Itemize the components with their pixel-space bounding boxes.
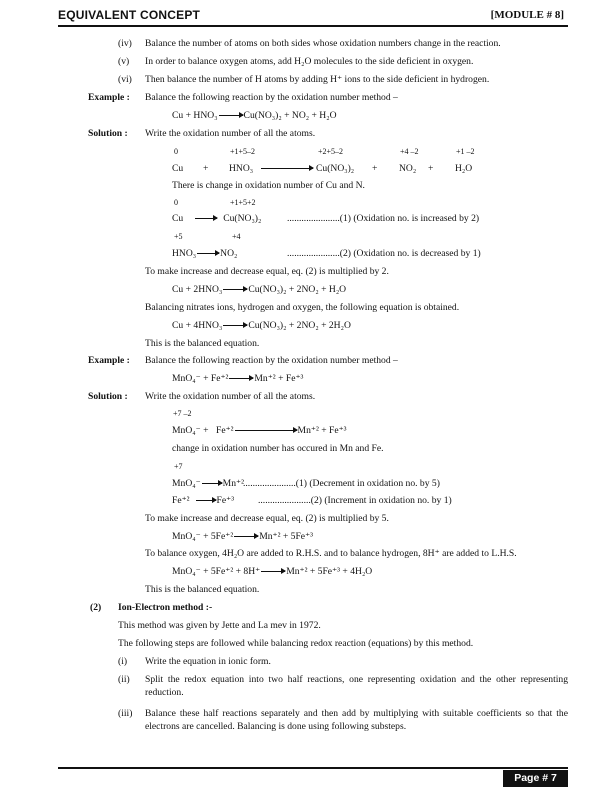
example-equation: MnO₄⁻ + Fe⁺² Mn⁺² + Fe⁺³ (172, 373, 304, 384)
solution-text: Balancing nitrates ions, hydrogen and oxygen, the following equation is obtained. (145, 302, 460, 313)
operator: + (372, 163, 378, 174)
equation: Cu + 4HNO₃ Cu(NO₃)₂ + 2NO₂ + 2H₂O (172, 320, 351, 331)
page-number: Page # 7 (503, 770, 568, 787)
half-reaction: Cu Cu(NO₃)₂ (172, 213, 262, 224)
solution-text: To balance oxygen, 4H₂O are added to R.H.S. and to balance hydrogen, 8H⁺ are added to L.H.S. (145, 548, 517, 559)
solution-label: Solution : (88, 391, 128, 402)
step-text: Balance the number of atoms on both sides whose oxidation numbers change in the reaction. (145, 38, 501, 49)
half-reaction-note: ......................(1) (Oxidation no. is increased by 2) (287, 213, 480, 224)
solution-text: To make increase and decrease equal, eq. (2) is multiplied by 2. (145, 266, 389, 277)
step-text: In order to balance oxygen atoms, add H₂O molecules to the side deficient in oxygen. (145, 56, 474, 67)
step-num: (vi) (118, 74, 132, 85)
species: H₂O (455, 163, 473, 174)
equation: MnO₄⁻ + 5Fe⁺² Mn⁺² + 5Fe⁺³ (172, 531, 314, 542)
oxidation-number: +1+5–2 (230, 147, 256, 156)
species: HNO₃ (229, 163, 254, 174)
species: NO₂ (399, 163, 417, 174)
species: MnO₄⁻ + (172, 425, 209, 436)
half-reaction-note: ......................(2) (Oxidation no. is decreased by 1) (287, 248, 481, 259)
body-text: This method was given by Jette and La mev in 1972. (118, 620, 321, 631)
oxidation-number: 0 (174, 147, 178, 156)
step-num: (i) (118, 656, 128, 667)
body-text: The following steps are followed while balancing redox reaction (equations) by this method. (118, 638, 474, 649)
footer-rule (58, 767, 568, 769)
solution-text: Write the oxidation number of all the atoms. (145, 391, 316, 402)
half-reaction-note: ......................(2) (Increment in oxidation no. by 1) (258, 495, 452, 506)
step-text: Split the redox equation into two half reactions, one representing oxidation and the other representing reduction. (145, 674, 568, 698)
step-num: (ii) (118, 674, 130, 685)
solution-text: This is the balanced equation. (145, 584, 260, 595)
oxidation-number: +1+5+2 (230, 198, 256, 207)
oxidation-number: +5 (174, 232, 183, 241)
header-rule (58, 25, 568, 27)
solution-text: There is change in oxidation number of Cu and N. (172, 180, 365, 191)
half-reaction: MnO₄⁻ Mn⁺² (172, 478, 244, 489)
solution-text: change in oxidation number has occured in Mn and Fe. (172, 443, 384, 454)
section-title: Ion-Electron method :- (118, 602, 213, 613)
module-label: [MODULE # 8] (490, 9, 564, 21)
oxidation-number: +2+5–2 (318, 147, 344, 156)
operator: + (203, 163, 209, 174)
reaction-arrow (260, 163, 314, 175)
example-text: Balance the following reaction by the oxidation number method – (145, 355, 398, 366)
solution-text: To make increase and decrease equal, eq. (2) is multiplied by 5. (145, 513, 389, 524)
half-reaction: HNO₃ NO₂ (172, 248, 238, 259)
half-reaction-note: ......................(1) (Decrement in oxidation no. by 5) (243, 478, 440, 489)
oxidation-number: +4 –2 (400, 147, 419, 156)
solution-text: This is the balanced equation. (145, 338, 260, 349)
step-num: (iv) (118, 38, 132, 49)
example-text: Balance the following reaction by the oxidation number method – (145, 92, 398, 103)
species: Cu(NO₃)₂ (316, 163, 355, 174)
equation: Fe⁺² Mn⁺² + Fe⁺³ (216, 425, 347, 436)
equation: Cu + 2HNO₃ Cu(NO₃)₂ + 2NO₂ + H₂O (172, 284, 347, 295)
oxidation-number: +4 (232, 232, 241, 241)
step-text: Write the equation in ionic form. (145, 656, 271, 667)
oxidation-number: +7 (174, 462, 183, 471)
section-number: (2) (90, 602, 102, 613)
half-reaction: Fe⁺² Fe⁺³ (172, 495, 235, 506)
oxidation-number: 0 (174, 198, 178, 207)
header-title: EQUIVALENT CONCEPT (58, 8, 201, 22)
solution-label: Solution : (88, 128, 128, 139)
species: Cu (172, 163, 184, 174)
example-equation: Cu + HNO₃ Cu(NO₃)₂ + NO₂ + H₂O (172, 110, 337, 121)
example-label: Example : (88, 355, 130, 366)
oxidation-number: +7 –2 (173, 409, 192, 418)
step-num: (v) (118, 56, 130, 67)
step-text: Balance these half reactions separately and then add by multiplying with suitable coefficients so that the electrons are cancelled. Balancing is done using following substeps. (145, 708, 568, 732)
solution-text: Write the oxidation number of all the atoms. (145, 128, 316, 139)
operator: + (428, 163, 434, 174)
step-num: (iii) (118, 708, 133, 719)
example-label: Example : (88, 92, 130, 103)
oxidation-number: +1 –2 (456, 147, 475, 156)
step-text: Then balance the number of H atoms by adding H⁺ ions to the side deficient in hydrogen. (145, 74, 490, 85)
equation: MnO₄⁻ + 5Fe⁺² + 8H⁺ Mn⁺² + 5Fe⁺³ + 4H₂O (172, 566, 373, 577)
